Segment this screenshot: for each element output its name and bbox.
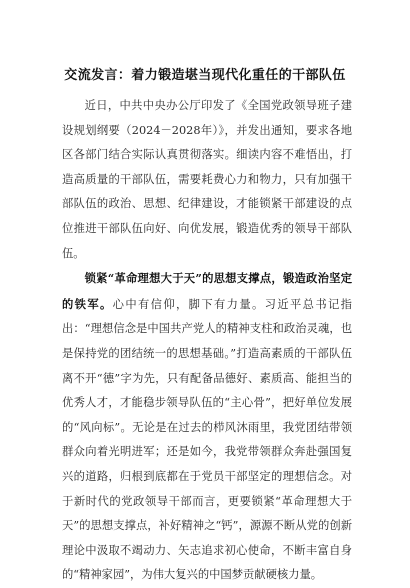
paragraph-intro-text: 近日，中共中央办公厅印发了《全国党政领导班子建设规划纲要（2024－2028年）》，并发出通知，要求各地区各部门结合实际认真贯彻落实。细读内容不难悟出，打造高质量的干部队伍，需要耗费心力和物力，只有加强干部队伍的政治、思想、纪律建设，才能锁紧干部建设的点位推进干部队伍向好、向优发展，锻造优秀的领导干部队伍。 bbox=[62, 99, 352, 260]
section-1-lead-heading: 锁紧“革命理想大于天”的思想支撑点，锻造政治坚定的铁军。 bbox=[62, 271, 352, 311]
article-body bbox=[62, 94, 352, 588]
paragraph-section-1 bbox=[62, 266, 352, 588]
section-1-text: 心中有信仰，脚下有力量。习近平总书记指出：“理想信念是中国共产党人的精神支柱和政治灵魂，也是保持党的团结统一的思想基础。”打造高素质的干部队伍离不开“德”字为先，只有配备品德好、素质高、能担当的优秀人才，才能稳步领导队伍的“主心骨”，把好单位发展的“风向标”。无论是在过去的栉风沐雨里，我党团结带领群众向着光明进军；还是如今，我党带领群众奔赴强国复兴的道路，归根到底都在于党员干部坚定的理想信念。对于新时代的党政领导干部而言，更要锁紧“革命理想大于天”的思想支撑点，补好精神之“钙”，源源不断从党的创新理论中汲取不竭动力、矢志追求初心使命，不断丰富自身的“精神家园”，为伟大复兴的中国梦贡献硬核力量。 bbox=[62, 297, 352, 582]
article-title: 交流发言：着力锻造堪当现代化重任的干部队伍 bbox=[64, 68, 346, 83]
paragraph-intro bbox=[62, 94, 352, 266]
